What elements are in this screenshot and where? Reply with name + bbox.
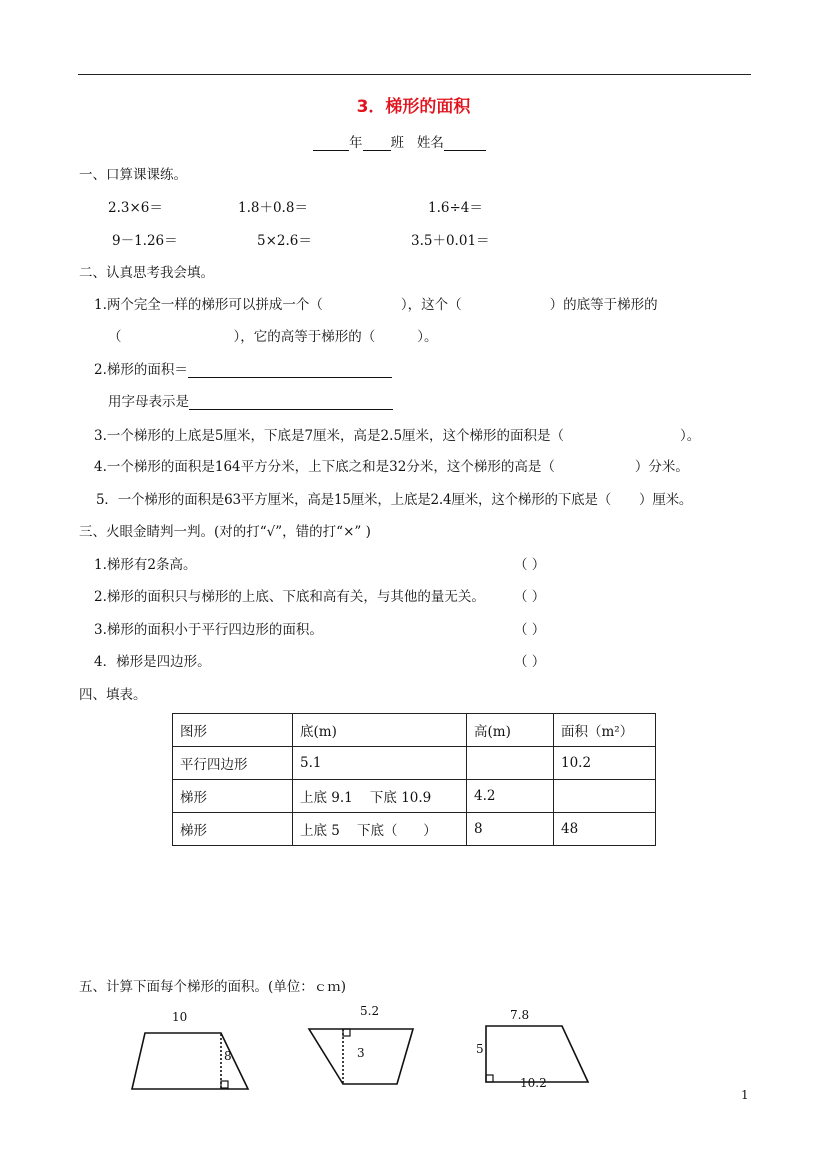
fig1-top-label: 10 xyxy=(172,1010,188,1024)
right-angle-marker-1 xyxy=(221,1081,228,1088)
question-2-3: 3.一个梯形的上底是5厘米，下底是7厘米，高是2.5厘米，这个梯形的面积是（ ）。 xyxy=(94,428,701,444)
table-cell: 48 xyxy=(554,813,656,846)
student-info: 年 班 姓名 xyxy=(313,131,486,151)
calc-item: 1.6÷4＝ xyxy=(428,200,483,216)
check-mark: √ xyxy=(266,524,276,540)
right-angle-marker-2 xyxy=(343,1029,350,1036)
right-angle-marker-3 xyxy=(486,1075,493,1082)
section-3-title: 三、火眼金睛判一判。(对的打“√”，错的打“×” ) xyxy=(79,524,371,540)
table-cell: 梯形 xyxy=(173,813,293,846)
fig1-height-label: 8 xyxy=(224,1049,232,1063)
judge-paren: （ ） xyxy=(514,589,546,605)
judge-item: 3.梯形的面积小于平行四边形的面积。 xyxy=(94,622,323,638)
table-header: 面积（m²） xyxy=(554,714,656,747)
table-header-row xyxy=(173,714,656,747)
judge-item: 1.梯形有2条高。 xyxy=(94,557,197,573)
question-2-1-line1: 1.两个完全一样的梯形可以拼成一个（ ），这个（ ）的底等于梯形的 xyxy=(94,297,658,313)
table-cell: 4.2 xyxy=(467,780,554,813)
table-cell[interactable]: 上底 5 下底（ ） xyxy=(293,813,467,846)
question-2-5: 5．一个梯形的面积是63平方厘米，高是15厘米，上底是2.4厘米，这个梯形的下底是（ ）厘米。 xyxy=(96,492,693,508)
table-row xyxy=(173,747,656,780)
calc-item: 3.5＋0.01＝ xyxy=(411,233,490,249)
calc-item: 5×2.6＝ xyxy=(257,233,312,249)
trapezoid-3 xyxy=(486,1026,588,1082)
fig2-height-label: 3 xyxy=(357,1046,365,1060)
table-cell[interactable] xyxy=(467,747,554,780)
calc-item: 1.8＋0.8＝ xyxy=(238,200,308,216)
judge-paren: （ ） xyxy=(514,622,546,638)
page-title: 3．梯形的面积 xyxy=(356,97,471,117)
fig3-left-label: 5 xyxy=(476,1042,484,1056)
table-cell: 8 xyxy=(467,813,554,846)
table-cell: 10.2 xyxy=(554,747,656,780)
judge-item: 4．梯形是四边形。 xyxy=(94,654,211,670)
judge-item: 2.梯形的面积只与梯形的上底、下底和高有关，与其他的量无关。 xyxy=(94,589,485,605)
fig3-top-label: 7.8 xyxy=(510,1008,530,1022)
cross-mark: × xyxy=(343,524,355,540)
page-number: 1 xyxy=(741,1088,749,1102)
section-5-title: 五、计算下面每个梯形的面积。(单位：ｃｍ) xyxy=(79,979,347,995)
table-cell[interactable] xyxy=(554,780,656,813)
table-header: 高(m) xyxy=(467,714,554,747)
section-4-title: 四、填表。 xyxy=(79,687,147,703)
table-cell: 梯形 xyxy=(173,780,293,813)
table-header: 图形 xyxy=(173,714,293,747)
question-2-2: 2.梯形的面积＝ xyxy=(94,358,392,378)
question-2-1-line2: （ ），它的高等于梯形的（ ）。 xyxy=(108,329,438,345)
question-2-2-formula: 用字母表示是 xyxy=(108,390,393,410)
table-cell: 5.1 xyxy=(293,747,467,780)
question-2-4: 4.一个梯形的面积是164平方分米，上下底之和是32分米，这个梯形的高是（ ）分米。 xyxy=(94,459,689,475)
table-header: 底(m) xyxy=(293,714,467,747)
top-rule xyxy=(78,74,751,75)
calc-item: 2.3×6＝ xyxy=(108,200,163,216)
judge-paren: （ ） xyxy=(514,654,546,670)
table-cell: 上底 9.1 下底 10.9 xyxy=(293,780,467,813)
calc-item: 9－1.26＝ xyxy=(112,233,178,249)
table-row xyxy=(173,780,656,813)
section-2-title: 二、认真思考我会填。 xyxy=(79,265,214,281)
fig3-bottom-label: 10.2 xyxy=(520,1076,547,1090)
table-row xyxy=(173,813,656,846)
fill-table xyxy=(172,713,656,846)
fig2-top-label: 5.2 xyxy=(360,1004,380,1018)
table-cell: 平行四边形 xyxy=(173,747,293,780)
judge-paren: （ ） xyxy=(514,557,546,573)
section-1-title: 一、口算课课练。 xyxy=(79,167,187,183)
